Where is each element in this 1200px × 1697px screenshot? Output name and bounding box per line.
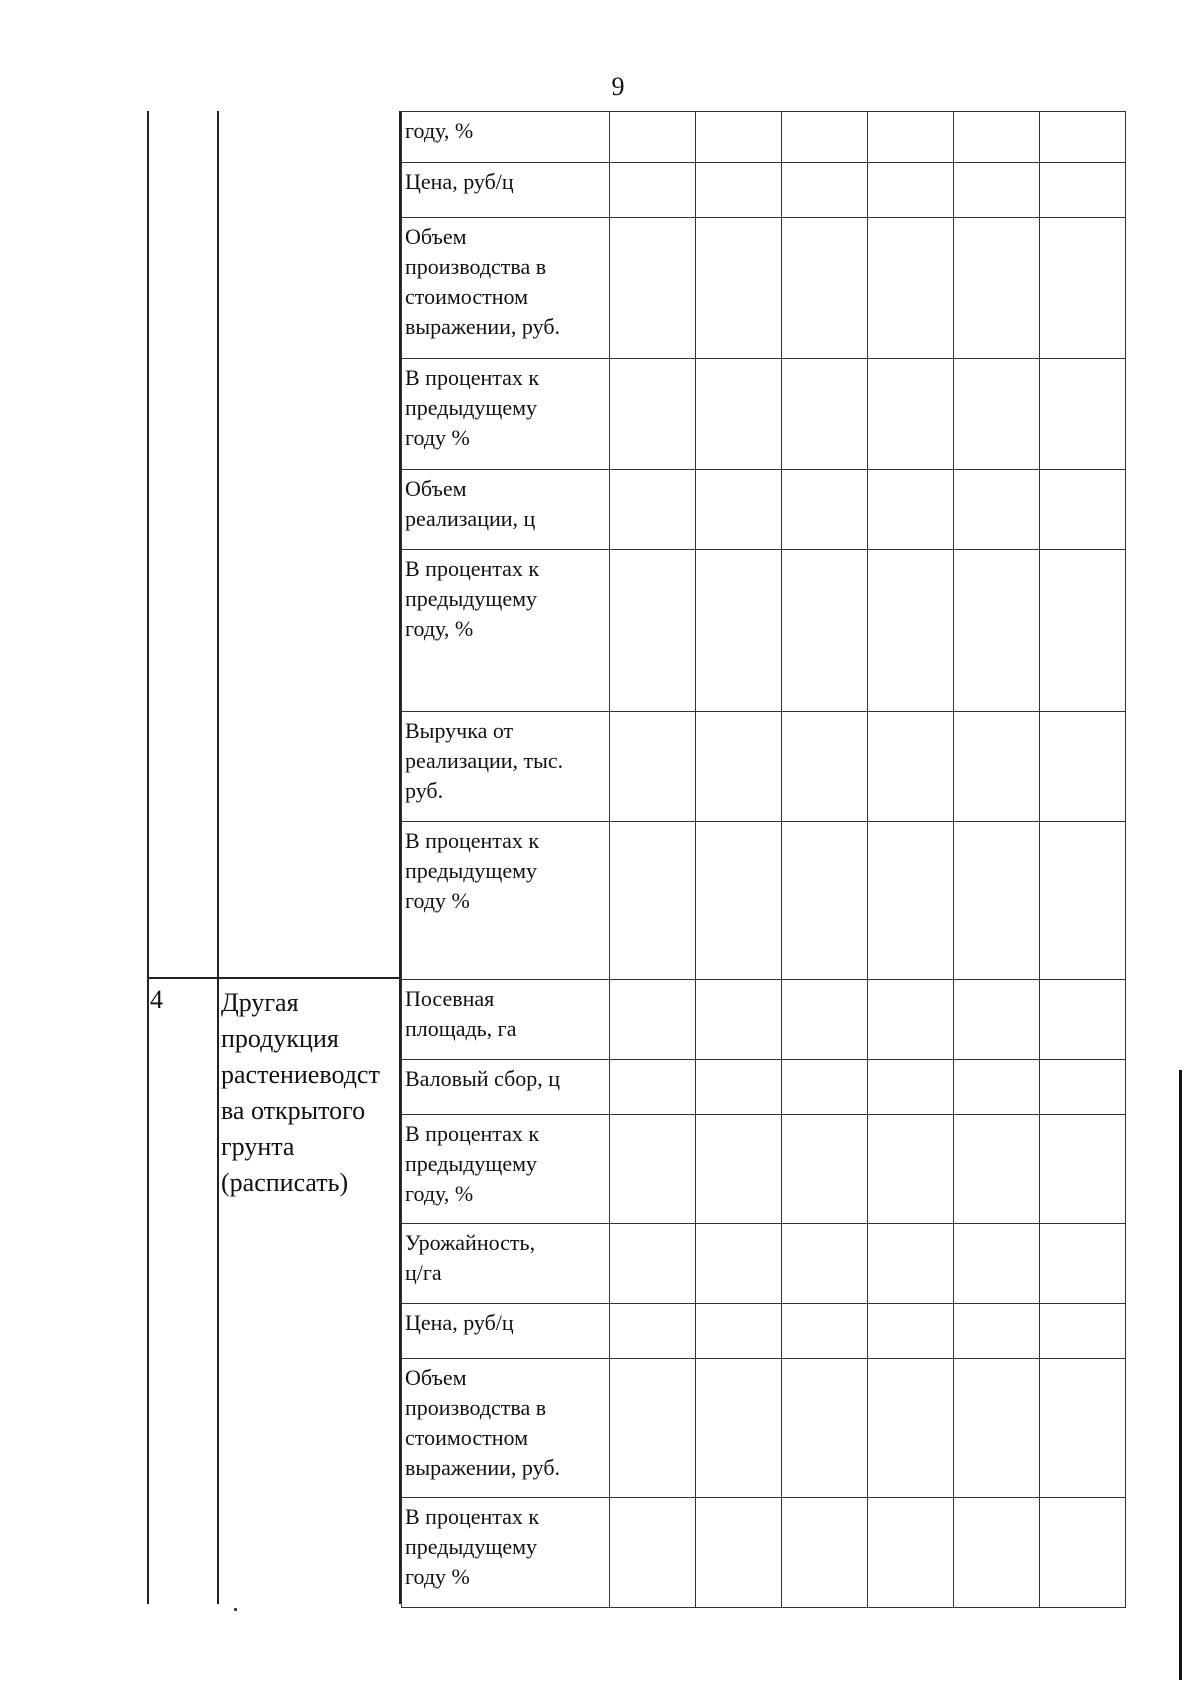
value-cell <box>954 1060 1040 1115</box>
indicator-label: Посевная площадь, га <box>402 980 610 1060</box>
indicator-label: Выручка от реализации, тыс. руб. <box>402 712 610 822</box>
value-cell <box>1040 163 1126 218</box>
table-row <box>402 1359 1126 1498</box>
value-cell <box>782 1359 868 1498</box>
indicator-label: В процентах к предыдущему году % <box>402 1498 610 1608</box>
value-cell <box>610 218 696 359</box>
value-cell <box>782 359 868 470</box>
value-cell <box>696 1060 782 1115</box>
value-cell <box>1040 550 1126 712</box>
value-cell <box>1040 1224 1126 1304</box>
value-cell <box>954 550 1040 712</box>
value-cell <box>1040 712 1126 822</box>
value-cell <box>868 112 954 163</box>
value-cell <box>610 1304 696 1359</box>
value-cell <box>610 112 696 163</box>
value-cell <box>610 980 696 1060</box>
value-cell <box>1040 980 1126 1060</box>
value-cell <box>1040 470 1126 550</box>
value-cell <box>1040 822 1126 980</box>
value-cell <box>782 470 868 550</box>
value-cell <box>696 1359 782 1498</box>
value-cell <box>696 822 782 980</box>
value-cell <box>610 1359 696 1498</box>
value-cell <box>868 822 954 980</box>
value-cell <box>868 1359 954 1498</box>
table-row <box>402 470 1126 550</box>
value-cell <box>782 980 868 1060</box>
value-cell <box>954 980 1040 1060</box>
value-cell <box>610 550 696 712</box>
value-cell <box>868 218 954 359</box>
value-cell <box>696 1304 782 1359</box>
value-cell <box>1040 359 1126 470</box>
value-cell <box>610 1060 696 1115</box>
scan-speck <box>234 1608 237 1611</box>
value-cell <box>782 550 868 712</box>
table-row <box>402 218 1126 359</box>
indicator-label: Цена, руб/ц <box>402 163 610 218</box>
value-cell <box>868 359 954 470</box>
value-cell <box>610 822 696 980</box>
value-cell <box>954 1304 1040 1359</box>
value-cell <box>610 1115 696 1224</box>
value-cell <box>954 1115 1040 1224</box>
indicator-label: Цена, руб/ц <box>402 1304 610 1359</box>
value-cell <box>696 359 782 470</box>
value-cell <box>954 218 1040 359</box>
value-cell <box>954 163 1040 218</box>
value-cell <box>696 980 782 1060</box>
value-cell <box>696 1498 782 1608</box>
indicator-label: В процентах к предыдущему году, % <box>402 1115 610 1224</box>
value-cell <box>782 163 868 218</box>
indicator-table <box>401 111 1126 1608</box>
column-1-right-border <box>217 111 219 1604</box>
value-cell <box>610 712 696 822</box>
value-cell <box>696 550 782 712</box>
value-cell <box>696 1224 782 1304</box>
value-cell <box>782 1498 868 1608</box>
indicator-label: году, % <box>402 112 610 163</box>
table-row <box>402 112 1126 163</box>
value-cell <box>1040 1115 1126 1224</box>
value-cell <box>868 163 954 218</box>
value-cell <box>696 163 782 218</box>
value-cell <box>954 1224 1040 1304</box>
page-number: 9 <box>611 72 625 101</box>
value-cell <box>1040 1304 1126 1359</box>
value-cell <box>954 1359 1040 1498</box>
table-row <box>402 712 1126 822</box>
section-divider-line <box>147 977 401 979</box>
value-cell <box>1040 218 1126 359</box>
table-row <box>402 1498 1126 1608</box>
value-cell <box>868 712 954 822</box>
indicator-label: В процентах к предыдущему году % <box>402 359 610 470</box>
indicator-label: В процентах к предыдущему году, % <box>402 550 610 712</box>
value-cell <box>610 163 696 218</box>
value-cell <box>868 1224 954 1304</box>
value-cell <box>868 1060 954 1115</box>
table-row <box>402 1115 1126 1224</box>
value-cell <box>954 112 1040 163</box>
value-cell <box>782 1060 868 1115</box>
value-cell <box>782 112 868 163</box>
value-cell <box>1040 1060 1126 1115</box>
indicator-label: В процентах к предыдущему году % <box>402 822 610 980</box>
value-cell <box>782 218 868 359</box>
value-cell <box>610 1224 696 1304</box>
value-cell <box>782 1304 868 1359</box>
value-cell <box>696 218 782 359</box>
value-cell <box>782 1224 868 1304</box>
value-cell <box>954 470 1040 550</box>
value-cell <box>1040 112 1126 163</box>
section-number: 4 <box>150 985 163 1014</box>
indicator-label: Объем производства в стоимостном выражении, руб. <box>402 1359 610 1498</box>
table-row <box>402 1224 1126 1304</box>
value-cell <box>610 359 696 470</box>
value-cell <box>1040 1359 1126 1498</box>
value-cell <box>868 1498 954 1608</box>
value-cell <box>696 470 782 550</box>
value-cell <box>954 822 1040 980</box>
table-row <box>402 550 1126 712</box>
value-cell <box>868 550 954 712</box>
table-row <box>402 822 1126 980</box>
value-cell <box>868 1304 954 1359</box>
value-cell <box>782 712 868 822</box>
table-row <box>402 980 1126 1060</box>
scan-edge-mark <box>1179 1070 1182 1680</box>
value-cell <box>696 712 782 822</box>
value-cell <box>782 822 868 980</box>
table-row <box>402 359 1126 470</box>
value-cell <box>954 1498 1040 1608</box>
indicator-label: Объем производства в стоимостном выражении, руб. <box>402 218 610 359</box>
indicator-label: Объем реализации, ц <box>402 470 610 550</box>
value-cell <box>696 1115 782 1224</box>
product-name: Другая продукция растениеводст ва открытого грунта (расписать) <box>221 988 380 1197</box>
value-cell <box>696 112 782 163</box>
table-row <box>402 163 1126 218</box>
table-row <box>402 1060 1126 1115</box>
value-cell <box>1040 1498 1126 1608</box>
indicator-label: Урожайность, ц/га <box>402 1224 610 1304</box>
column-1-left-border <box>147 111 149 1604</box>
value-cell <box>610 1498 696 1608</box>
value-cell <box>610 470 696 550</box>
value-cell <box>782 1115 868 1224</box>
indicator-label: Валовый сбор, ц <box>402 1060 610 1115</box>
value-cell <box>868 1115 954 1224</box>
table-row <box>402 1304 1126 1359</box>
value-cell <box>868 980 954 1060</box>
value-cell <box>954 359 1040 470</box>
value-cell <box>868 470 954 550</box>
value-cell <box>954 712 1040 822</box>
